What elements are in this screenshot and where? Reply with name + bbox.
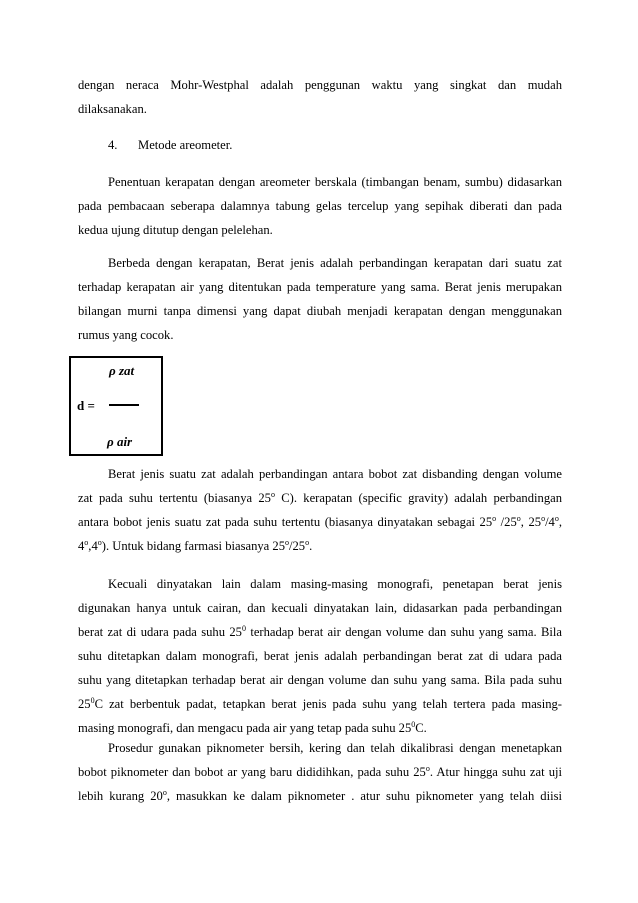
text-line: Berat jenis suatu zat adalah perbandingan antara bobot zat disbanding dengan volume bbox=[108, 467, 562, 481]
text-line: pada pembacaan seberapa dalamnya tabung gelas tercelup yang sepihak diberati dan pada bbox=[78, 199, 562, 213]
paragraph-4 bbox=[78, 462, 562, 558]
text-line: Berbeda dengan kerapatan, Berat jenis adalah perbandingan kerapatan dari suatu zat bbox=[108, 256, 562, 270]
text-line: Prosedur gunakan piknometer bersih, kering dan telah dikalibrasi dengan menetapkan bbox=[108, 741, 562, 755]
text-line: digunakan hanya untuk cairan, dan kecuali dinyatakan lain, didasarkan pada perbandingan bbox=[78, 601, 562, 615]
text-line: terhadap kerapatan air yang ditentukan pada temperature yang sama. Berat jenis merupakan bbox=[78, 280, 562, 294]
text-line: lebih kurang 20$^o$, masukkan ke dalam piknometer . atur suhu piknometer yang telah diisi bbox=[78, 788, 562, 803]
formula-denominator: ρ air bbox=[107, 434, 133, 449]
text-line: suhu ditetapkan dalam monografi, berat jenis adalah perbandingan berat zat di udara pada bbox=[78, 649, 562, 663]
paragraph-3 bbox=[78, 251, 562, 347]
text-line: Penentuan kerapatan dengan areometer berskala (timbangan benam, sumbu) didasarkan bbox=[108, 175, 562, 189]
paragraph-2 bbox=[78, 170, 562, 242]
text-line: $25^0C$ zat berbentuk padat, tetapkan berat jenis pada suhu yang telah tertera pada masing- bbox=[78, 696, 562, 711]
text-line: rumus yang cocok. bbox=[78, 328, 174, 342]
text-line: suhu yang ditetapkan terhadap berat air dengan volume dan suhu yang sama. Bila pada suhu bbox=[78, 673, 562, 687]
formula-lhs: d = bbox=[77, 398, 95, 413]
text-line: dengan neraca Mohr-Westphal adalah penggunan waktu yang singkat dan mudah bbox=[78, 78, 562, 92]
text-line: dilaksanakan. bbox=[78, 102, 147, 116]
text-line: kedua ujung ditutup dengan pelelehan. bbox=[78, 223, 273, 237]
text-line: zat pada suhu tertentu (biasanya 25$^o$ C). kerapatan (specific gravity) adalah perbandingan bbox=[78, 490, 562, 505]
formula-numerator: ρ zat bbox=[109, 363, 135, 378]
text-line: bilangan murni tanpa dimensi yang dapat diubah menjadi kerapatan dengan menggunakan bbox=[78, 304, 562, 318]
paragraph-1 bbox=[78, 73, 562, 121]
list-number: 4. bbox=[108, 138, 118, 152]
formula-box bbox=[69, 356, 163, 456]
text-line: antara bobot jenis suatu zat pada suhu tertentu (biasanya dinyatakan sebagai 25$^o$ /25$^o$, 25$^o$/4$^o$, bbox=[78, 514, 563, 529]
list-item-heading: Metode areometer. bbox=[138, 138, 233, 152]
text-line: masing monografi, dan mengacu pada air yang tetap pada suhu $25^0C$. bbox=[78, 720, 427, 735]
text-line: bobot piknometer dan bobot ar yang baru dididihkan, pada suhu 25$^o$. Atur hingga suhu zat uji bbox=[78, 764, 562, 779]
text-line: berat zat di udara pada suhu $25^0$ terhadap berat air dengan volume dan suhu yang sama. Bila bbox=[78, 624, 562, 639]
text-line: 4$^o$,4$^o$). Untuk bidang farmasi biasanya 25$^o$/25$^o$. bbox=[78, 538, 313, 553]
fraction-bar bbox=[109, 404, 139, 406]
paragraph-5 bbox=[78, 572, 562, 740]
text-line: Kecuali dinyatakan lain dalam masing-masing monografi, penetapan berat jenis bbox=[108, 577, 562, 591]
paragraph-6 bbox=[78, 736, 562, 808]
